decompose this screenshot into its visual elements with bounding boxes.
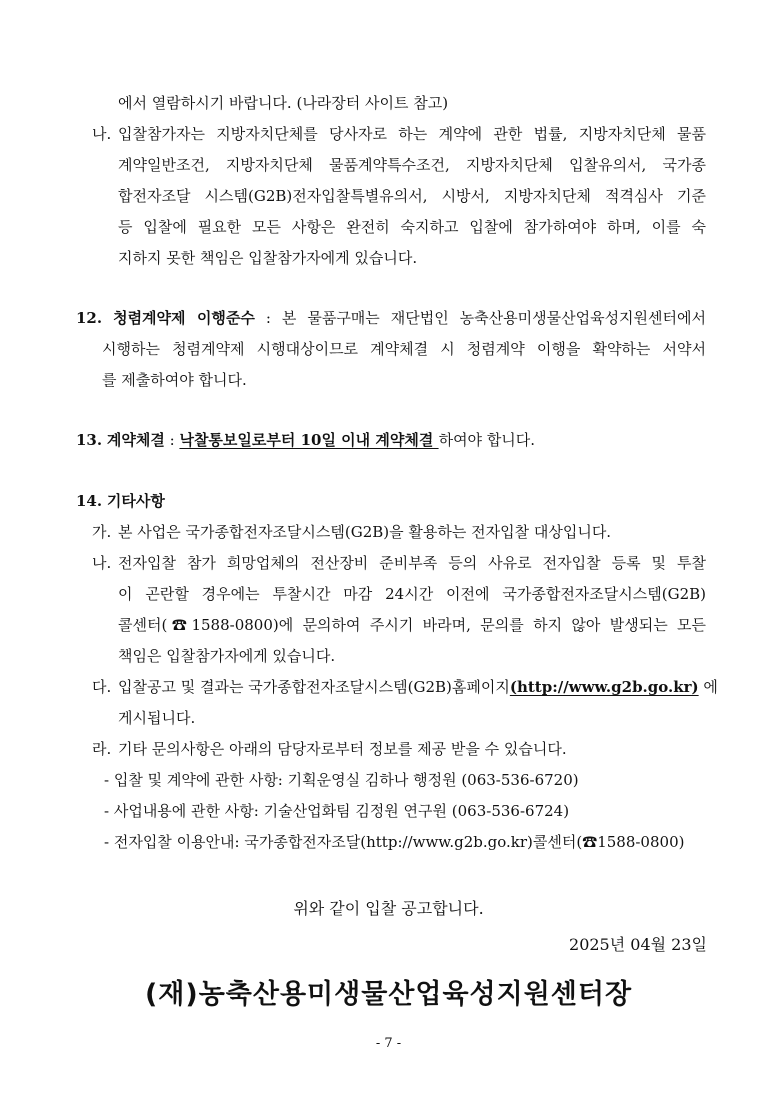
g2b-homepage-link[interactable]: (http://www.g2b.go.kr) [509, 678, 699, 696]
section-13-separator: : [164, 431, 180, 449]
announcement-date: 2025년 04월 23일 [569, 935, 707, 954]
contact-e-bidding: - 전자입찰 이용안내: 국가종합전자조달(http://www.g2b.go.kr)콜센터(☎1588-0800) [104, 833, 685, 851]
section-12-line-1: 본 물품구매는 재단법인 농축산용미생물산업육성지원센터에서 [281, 309, 706, 327]
item-na-line-2: 계약일반조건, 지방자치단체 물품계약특수조건, 지방자치단체 입찰유의서, 국가종 [118, 156, 706, 174]
item-na-marker: 나. [92, 125, 112, 143]
item-na2-line-1: 전자입찰 참가 희망업체의 전산장비 준비부족 등의 사유로 전자입찰 등록 및 투찰 [118, 554, 706, 572]
item-na-line-3: 합전자조달 시스템(G2B)전자입찰특별유의서, 시방서, 지방자치단체 적격심사 기준 [118, 187, 706, 205]
section-13-underlined-text: 낙찰통보일로부터 10일 이내 계약체결 [179, 431, 439, 449]
section-13-number: 13. [76, 431, 103, 449]
item-ra-marker: 라. [92, 740, 112, 758]
section-12-line-3: 를 제출하여야 합니다. [102, 371, 247, 389]
section-12-separator: : [254, 309, 282, 327]
item-na-line-5: 지하지 못한 책임은 입찰참가자에게 있습니다. [118, 249, 418, 267]
item-da-text: 입찰공고 및 결과는 국가종합전자조달시스템(G2B)홈페이지 [118, 678, 510, 696]
page-number: - 7 - [375, 1036, 402, 1051]
item-da-line-1 [118, 677, 718, 697]
section-14-title: 기타사항 [106, 492, 165, 510]
section-13-rest: 하여야 합니다. [438, 431, 536, 449]
item-ga-text: 본 사업은 국가종합전자조달시스템(G2B)을 활용하는 전자입찰 대상입니다. [118, 523, 612, 541]
section-12-line-2: 시행하는 청렴계약제 시행대상이므로 계약체결 시 청렴계약 이행을 확약하는 서약서 [102, 340, 706, 358]
item-na2-line-3: 콜센터(☎1588-0800)에 문의하여 주시기 바라며, 문의를 하지 않아 발생되는 모든 [118, 616, 706, 634]
section-13-title: 계약체결 [106, 431, 165, 449]
item-da-marker: 다. [92, 678, 112, 696]
continuation-line: 에서 열람하시기 바랍니다. (나라장터 사이트 참고) [118, 94, 449, 112]
item-ga-marker: 가. [92, 523, 112, 541]
section-12-title: 청렴계약제 이행준수 [113, 309, 255, 327]
item-na2-line-4: 책임은 입찰참가자에게 있습니다. [118, 647, 336, 665]
contact-business: - 사업내용에 관한 사항: 기술산업화팀 김정원 연구원 (063-536-6724) [104, 802, 570, 820]
organization-name: (재)농축산용미생물산업육성지원센터장 [144, 979, 633, 1010]
section-12-first-line [76, 308, 706, 328]
item-na2-line-2: 이 곤란할 경우에는 투찰시간 마감 24시간 이전에 국가종합전자조달시스템(G2B) [118, 585, 706, 603]
item-da-suffix: 에 [698, 678, 718, 696]
item-na-line-4: 등 입찰에 필요한 모든 사항은 완전히 숙지하고 입찰에 참가하여야 하며, 이를 숙 [118, 218, 706, 236]
item-ra-text: 기타 문의사항은 아래의 담당자로부터 정보를 제공 받을 수 있습니다. [118, 740, 567, 758]
item-da-line-2: 게시됩니다. [118, 709, 196, 727]
contact-bid-contract: - 입찰 및 계약에 관한 사항: 기획운영실 김하나 행정원 (063-536-6720) [104, 771, 579, 789]
item-na-line-1: 입찰참가자는 지방자치단체를 당사자로 하는 계약에 관한 법률, 지방자치단체 물품 [118, 125, 706, 143]
closing-statement: 위와 같이 입찰 공고합니다. [293, 899, 484, 918]
section-13-line [76, 430, 535, 450]
section-14-heading [76, 491, 165, 511]
item-na2-marker: 나. [92, 554, 112, 572]
section-12-number: 12. [76, 309, 103, 327]
section-14-number: 14. [76, 492, 103, 510]
